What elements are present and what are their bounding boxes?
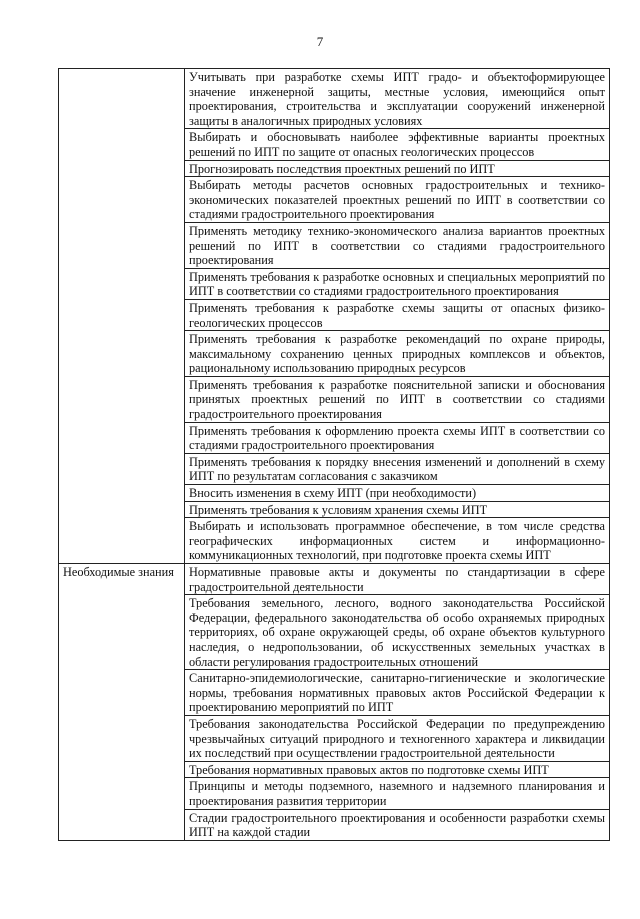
skill-item: Применять требования к разработке рекомендаций по охране природы, максимальному сохранению ценных природных комплексов и объектов, рациональному использованию природных ресурсов <box>185 331 610 377</box>
page-number: 7 <box>316 34 324 49</box>
skill-item: Учитывать при разработке схемы ИПТ градо- и объектоформирующее значение инженерной защиты, местные условия, имеющийся опыт проектирования, строительства и эксплуатации сооружений инженерной защиты в аналогичных природных условиях <box>185 69 610 129</box>
skill-item: Применять методику технико-экономического анализа вариантов проектных решений по ИПТ в соответствии со стадиями градостроительного проектирования <box>185 222 610 268</box>
skill-item: Выбирать и обосновывать наиболее эффективные варианты проектных решений по ИПТ по защите от опасных геологических процессов <box>185 129 610 160</box>
skill-item: Прогнозировать последствия проектных решений по ИПТ <box>185 160 610 177</box>
skill-item: Вносить изменения в схему ИПТ (при необходимости) <box>185 485 610 502</box>
skill-item: Применять требования к оформлению проекта схемы ИПТ в соответствии со стадиями градостроительного проектирования <box>185 422 610 453</box>
knowledge-item: Нормативные правовые акты и документы по стандартизации в сфере градостроительной деятельности <box>185 564 610 595</box>
table-row <box>59 564 610 595</box>
skill-item: Применять требования к условиям хранения схемы ИПТ <box>185 501 610 518</box>
skill-item: Применять требования к разработке основных и специальных мероприятий по ИПТ в соответствии со стадиями градостроительного проектирования <box>185 268 610 299</box>
skill-item: Применять требования к разработке схемы защиты от опасных физико-геологических процессов <box>185 299 610 330</box>
skills-label-cell <box>59 69 185 564</box>
skill-item: Выбирать и использовать программное обеспечение, в том числе средства географических информационных систем и информационно-коммуникационных технологий, при подготовке проекта схемы ИПТ <box>185 518 610 564</box>
knowledge-item: Стадии градостроительного проектирования и особенности разработки схемы ИПТ на каждой стадии <box>185 809 610 840</box>
skill-item: Применять требования к порядку внесения изменений и дополнений в схему ИПТ по результатам согласования с заказчиком <box>185 453 610 484</box>
competency-table <box>58 68 610 841</box>
skill-item: Применять требования к разработке пояснительной записки и обоснования принятых проектных решений по ИПТ в соответствии со стадиями градостроительного проектирования <box>185 376 610 422</box>
knowledge-item: Требования земельного, лесного, водного законодательства Российской Федерации, федерального законодательства об особо охраняемых природных территориях, об охране окружающей среды, об охране объектов культурного наследия, о недропользовании, об искусственных земельных участках в области регулирования градостроительных отношений <box>185 595 610 670</box>
knowledge-label: Необходимые знания <box>59 564 185 841</box>
table-row <box>59 69 610 129</box>
knowledge-item: Санитарно-эпидемиологические, санитарно-гигиенические и экологические нормы, требования нормативных правовых актов Российской Федерации к проектированию мероприятий по ИПТ <box>185 670 610 716</box>
knowledge-item: Принципы и методы подземного, наземного и надземного планирования и проектирования развития территории <box>185 778 610 809</box>
skill-item: Выбирать методы расчетов основных градостроительных и технико-экономических показателей проектных решений по ИПТ в соответствии со стадиями градостроительного проектирования <box>185 177 610 223</box>
knowledge-item: Требования нормативных правовых актов по подготовке схемы ИПТ <box>185 761 610 778</box>
knowledge-item: Требования законодательства Российской Федерации по предупреждению чрезвычайных ситуаций природного и техногенного характера и ликвидации их последствий при осуществлении градостроительной деятельности <box>185 715 610 761</box>
